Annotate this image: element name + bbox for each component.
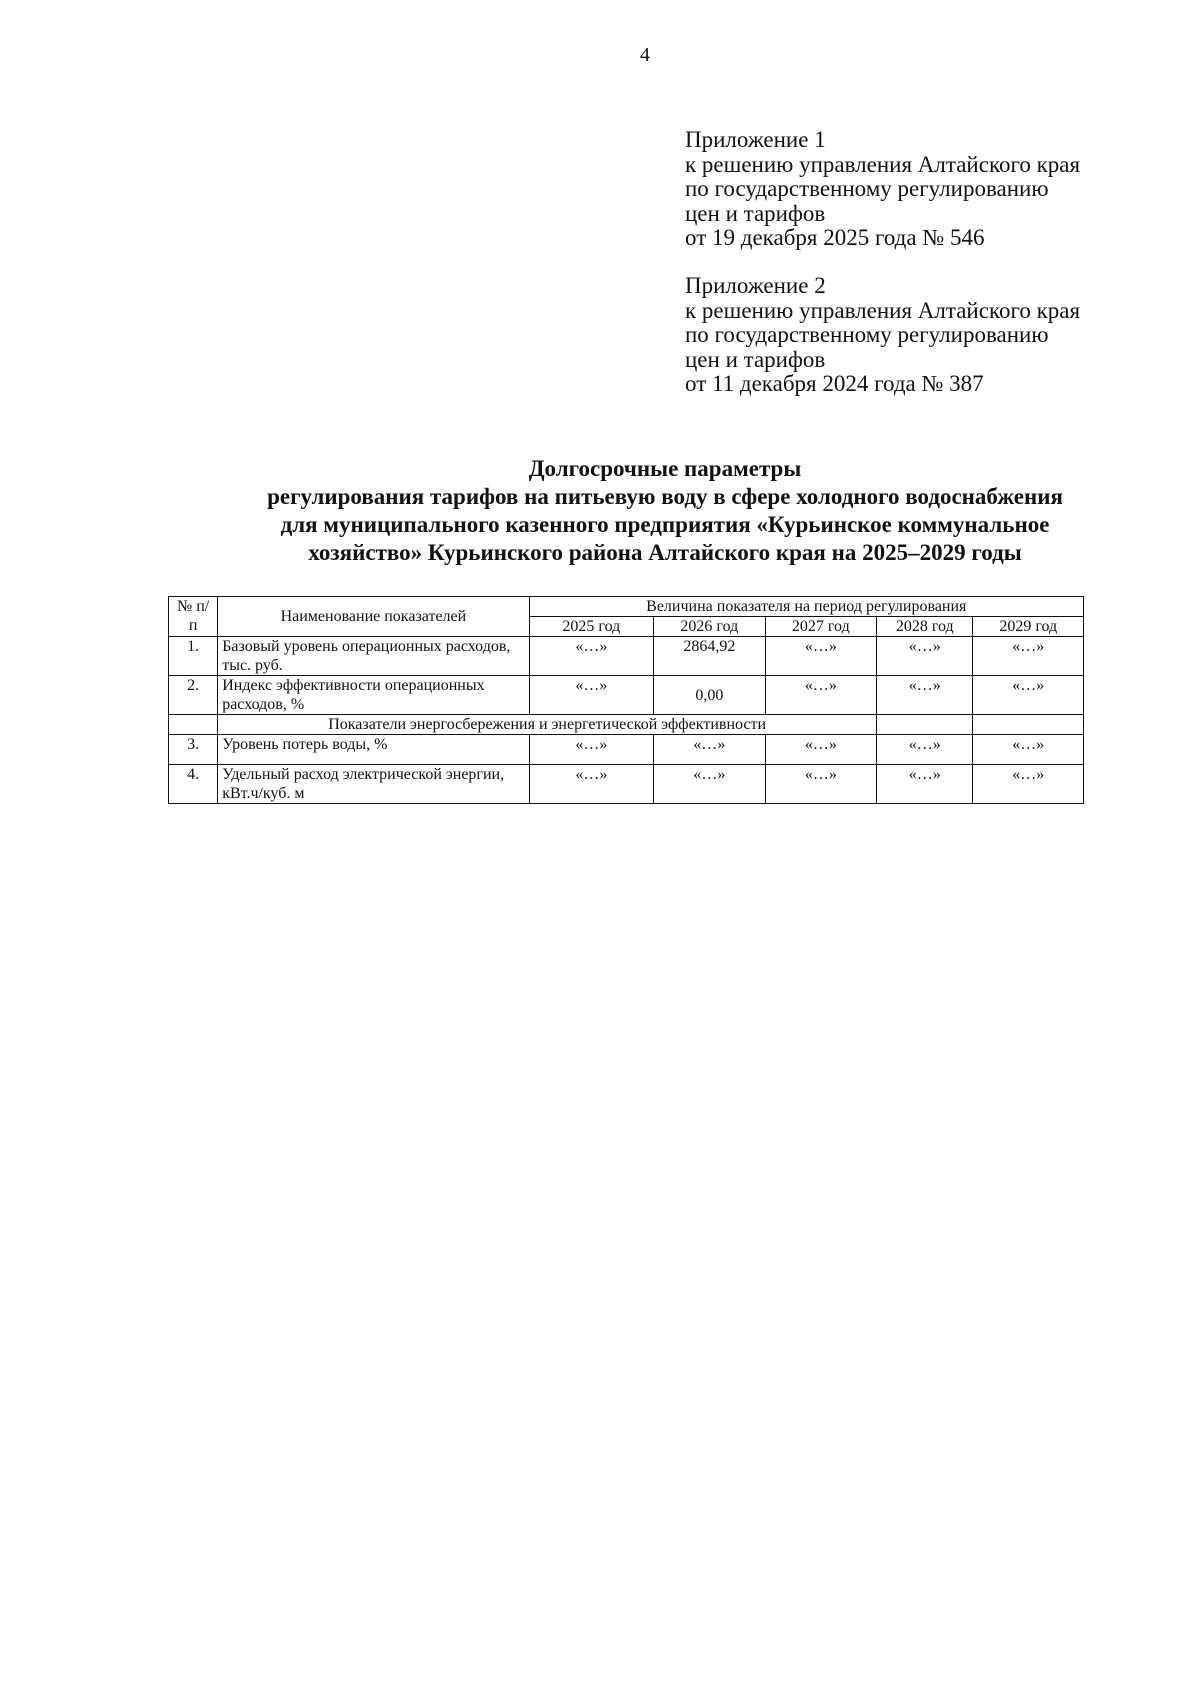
row-num: 3. bbox=[169, 735, 218, 765]
title-line: Долгосрочные параметры bbox=[528, 456, 802, 481]
row-value: «…» bbox=[877, 676, 973, 715]
appendix-2-block bbox=[685, 274, 1080, 397]
appendix-1-line: цен и тарифов bbox=[685, 200, 826, 226]
appendix-2-line: к решению управления Алтайского края bbox=[685, 297, 1081, 323]
table-header-row bbox=[169, 597, 1084, 617]
appendix-2-line: Приложение 2 bbox=[685, 273, 826, 298]
header-year: 2027 год bbox=[765, 617, 876, 637]
section-spacer bbox=[973, 715, 1084, 735]
row-value: «…» bbox=[765, 637, 876, 676]
appendix-1-line: к решению управления Алтайского края bbox=[685, 151, 1081, 177]
section-spacer bbox=[877, 715, 973, 735]
row-value: «…» bbox=[654, 735, 765, 765]
title-line: регулирования тарифов на питьевую воду в сфере холодного водоснабжения bbox=[267, 484, 1063, 509]
row-value: «…» bbox=[654, 765, 765, 804]
row-num: 1. bbox=[169, 637, 218, 676]
header-num: № п/п bbox=[169, 597, 218, 637]
row-name: Удельный расход электрической энергии, кВт.ч/куб. м bbox=[218, 765, 529, 804]
row-value: «…» bbox=[973, 676, 1084, 715]
appendix-1-line: от 19 декабря 2025 года № 546 bbox=[685, 225, 985, 250]
row-num: 4. bbox=[169, 765, 218, 804]
section-spacer bbox=[169, 715, 218, 735]
row-name: Уровень потерь воды, % bbox=[218, 735, 529, 765]
table-row bbox=[169, 765, 1084, 804]
row-value: «…» bbox=[973, 765, 1084, 804]
document-title bbox=[150, 455, 1180, 567]
table-row bbox=[169, 637, 1084, 676]
header-name: Наименование показателей bbox=[218, 597, 529, 637]
title-line: для муниципального казенного предприятия «Курьинское коммунальное bbox=[280, 512, 1050, 537]
header-year: 2025 год bbox=[529, 617, 654, 637]
row-value: «…» bbox=[877, 765, 973, 804]
appendix-2-line: по государственному регулированию bbox=[685, 322, 1049, 347]
row-num: 2. bbox=[169, 676, 218, 715]
appendix-1-line: Приложение 1 bbox=[685, 127, 826, 152]
row-value: 0,00 bbox=[654, 676, 765, 715]
appendix-2-line: цен и тарифов bbox=[685, 346, 826, 372]
row-value: «…» bbox=[765, 676, 876, 715]
header-period: Величина показателя на период регулирования bbox=[529, 597, 1083, 617]
row-value: «…» bbox=[765, 735, 876, 765]
table-row bbox=[169, 735, 1084, 765]
row-value: 2864,92 bbox=[654, 637, 765, 676]
header-year: 2026 год bbox=[654, 617, 765, 637]
parameters-table bbox=[168, 596, 1084, 804]
row-value: «…» bbox=[529, 765, 654, 804]
row-value: «…» bbox=[973, 735, 1084, 765]
row-value: «…» bbox=[529, 735, 654, 765]
row-value: «…» bbox=[877, 637, 973, 676]
row-name: Индекс эффективности операционных расходов, % bbox=[218, 676, 529, 715]
header-year: 2029 год bbox=[973, 617, 1084, 637]
appendix-1-line: по государственному регулированию bbox=[685, 176, 1049, 201]
title-line: хозяйство» Курьинского района Алтайского края на 2025–2029 годы bbox=[308, 540, 1022, 565]
appendix-2-line: от 11 декабря 2024 года № 387 bbox=[685, 371, 984, 396]
appendix-1-block bbox=[685, 128, 1080, 251]
row-name: Базовый уровень операционных расходов, тыс. руб. bbox=[218, 637, 529, 676]
row-value: «…» bbox=[765, 765, 876, 804]
row-value: «…» bbox=[877, 735, 973, 765]
row-value: «…» bbox=[973, 637, 1084, 676]
section-title: Показатели энергосбережения и энергетической эффективности bbox=[218, 715, 877, 735]
row-value: «…» bbox=[529, 637, 654, 676]
header-year: 2028 год bbox=[877, 617, 973, 637]
table-row bbox=[169, 676, 1084, 715]
page-number: 4 bbox=[640, 44, 650, 66]
row-value: «…» bbox=[529, 676, 654, 715]
table-section-row bbox=[169, 715, 1084, 735]
